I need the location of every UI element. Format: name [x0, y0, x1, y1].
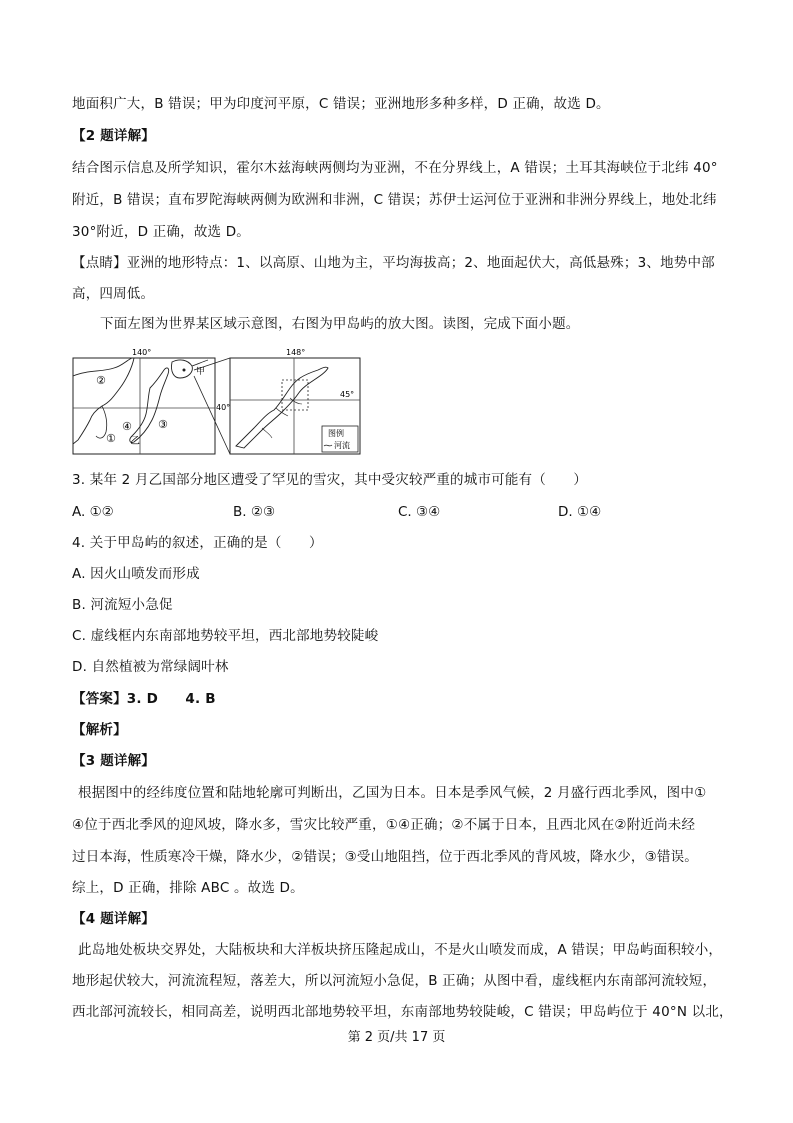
island-jia-label: 甲	[196, 367, 206, 377]
region-1-label: ①	[106, 432, 116, 445]
section-heading: 【4 题详解】	[72, 911, 155, 927]
region-3-label: ③	[158, 418, 168, 431]
text-line: 30°附近，D 正确，故选 D。	[72, 224, 251, 240]
right-map	[230, 348, 360, 454]
section-heading: 【2 题详解】	[72, 128, 155, 144]
region-4-label: ④	[122, 420, 132, 433]
analysis-heading: 【解析】	[72, 722, 127, 738]
zoom-connector	[194, 376, 230, 454]
q4-option-d: D. 自然植被为常绿阔叶林	[72, 659, 229, 675]
left-map	[73, 348, 215, 454]
country-yi-label: 乙	[130, 436, 140, 447]
text-line: 综上，D 正确，排除 ABC 。故选 D。	[72, 880, 304, 896]
q3-option-c: C. ③④	[398, 504, 441, 520]
legend-river-label: 河流	[334, 441, 350, 450]
map-figure	[72, 348, 412, 462]
text-line: 西北部河流较长，相同高差，说明西北部地势较平坦，东南部地势较陡峻，C 错误；甲岛屿位于 40°N 以北，	[72, 1004, 733, 1020]
section-heading: 【3 题详解】	[72, 753, 155, 769]
map-svg	[72, 348, 412, 458]
right-lon-label: 148°	[286, 348, 306, 357]
region-2-label: ②	[96, 374, 106, 387]
dashed-frame	[282, 380, 308, 410]
q4-option-b: B. 河流短小急促	[72, 597, 173, 613]
text-line: 附近，B 错误；直布罗陀海峡两侧为欧洲和非洲，C 错误；苏伊士运河位于亚洲和非洲分界线上，地处北纬	[72, 192, 717, 208]
question-3: 3. 某年 2 月乙国部分地区遭受了罕见的雪灾，其中受灾较严重的城市可能有（ ）	[72, 472, 588, 488]
q3-option-d: D. ①④	[558, 504, 602, 520]
q3-option-b: B. ②③	[233, 504, 276, 520]
left-lat-label: 40°	[216, 403, 231, 412]
text-line: 地面积广大，B 错误；甲为印度河平原，C 错误；亚洲地形多种多样，D 正确，故选 D。	[72, 96, 610, 112]
question-4: 4. 关于甲岛屿的叙述，正确的是（ ）	[72, 535, 323, 551]
answer-line: 【答案】3. D 4. B	[72, 691, 216, 707]
intro-line: 下面左图为世界某区域示意图，右图为甲岛屿的放大图。读图，完成下面小题。	[100, 316, 580, 332]
legend-title: 图例	[328, 429, 344, 438]
text-line: 过日本海，性质寒冷干燥，降水少，②错误；③受山地阻挡，位于西北季风的背风坡，降水少，③错误。	[72, 849, 699, 865]
zoom-connector	[194, 358, 230, 370]
text-line: ④位于西北季风的迎风坡，降水多，雪灾比较严重，①④正确；②不属于日本，且西北风在②附近尚未经	[72, 817, 696, 833]
left-lon-label: 140°	[132, 348, 152, 357]
q4-option-a: A. 因火山喷发而形成	[72, 566, 200, 582]
text-line: 地形起伏较大，河流流程短，落差大，所以河流短小急促，B 正确；从图中看，虚线框内东南部河流较短，	[72, 973, 717, 989]
right-lat-label: 45°	[340, 390, 355, 399]
text-line: 【点睛】亚洲的地形特点：1、以高原、山地为主，平均海拔高；2、地面起伏大，高低悬殊；3、地势中部	[72, 255, 715, 271]
text-line: 结合图示信息及所学知识，霍尔木兹海峡两侧均为亚洲，不在分界线上，A 错误；土耳其海峡位于北纬 40°	[72, 160, 718, 176]
page-footer: 第 2 页/共 17 页	[347, 1030, 446, 1045]
text-line: 此岛地处板块交界处，大陆板块和大洋板块挤压隆起成山，不是火山喷发而成，A 错误；甲岛屿面积较小，	[78, 942, 723, 958]
text-line: 高，四周低。	[72, 286, 155, 302]
q4-option-c: C. 虚线框内东南部地势较平坦，西北部地势较陡峻	[72, 628, 379, 644]
q3-option-a: A. ①②	[72, 504, 114, 520]
text-line: 根据图中的经纬度位置和陆地轮廓可判断出，乙国为日本。日本是季风气候，2 月盛行西北季风，图中①	[78, 785, 707, 801]
